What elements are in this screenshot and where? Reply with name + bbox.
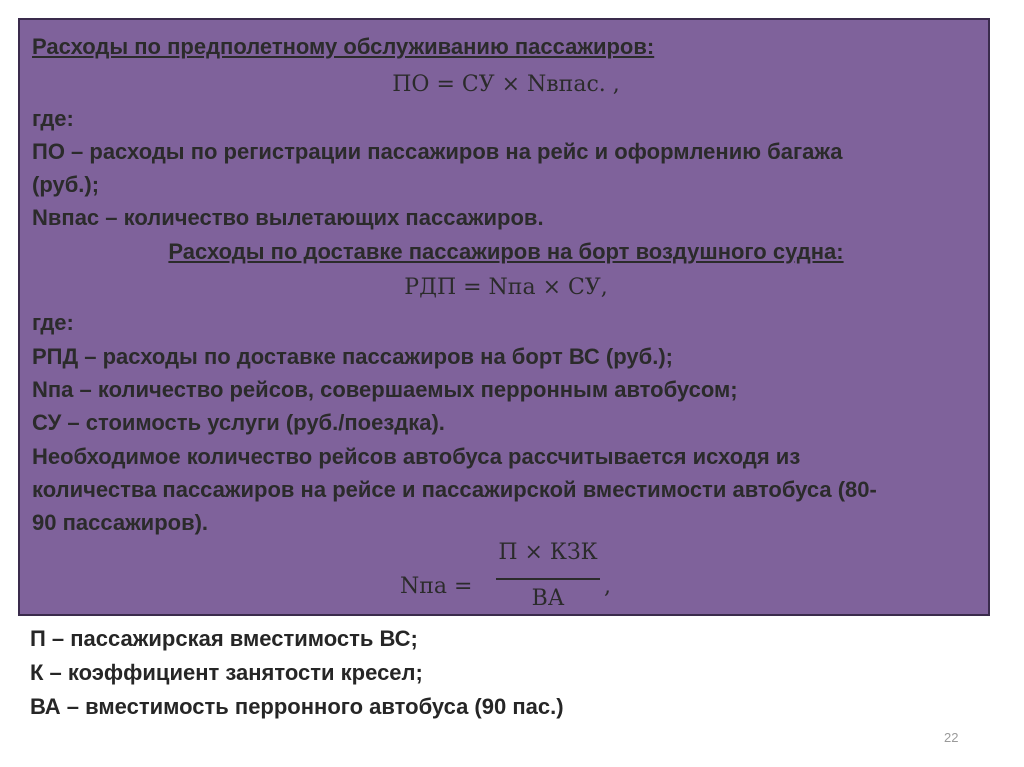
definition-npa: Nпа – количество рейсов, совершаемых перронным автобусом; [32, 377, 738, 402]
fraction-bar [496, 578, 600, 580]
formula-npa-lhs: Nпа = [400, 574, 473, 599]
page-number: 22 [944, 730, 959, 745]
paragraph-line-3: 90 пассажиров). [32, 510, 209, 535]
definition-su: СУ – стоимость услуги (руб./поездка). [32, 410, 445, 435]
paragraph-line-2: количества пассажиров на рейсе и пассажирской вместимости автобуса (80- [32, 477, 877, 502]
paragraph-line-1: Необходимое количество рейсов автобуса рассчитывается исходя из [32, 444, 801, 469]
definition-k: К – коэффициент занятости кресел; [30, 660, 423, 685]
heading-preflight-costs: Расходы по предполетному обслуживанию пассажиров: [32, 34, 655, 59]
formula-npa-trail: , [604, 574, 611, 599]
definition-po: ПО – расходы по регистрации пассажиров на рейс и оформлению багажа [32, 139, 843, 164]
definition-nvpas: Nвпас – количество вылетающих пассажиров. [32, 205, 544, 230]
heading-delivery-costs: Расходы по доставке пассажиров на борт воздушного судна: [168, 239, 844, 264]
definition-rpd: РПД – расходы по доставке пассажиров на борт ВС (руб.); [32, 344, 673, 369]
definition-p: П – пассажирская вместимость ВС; [30, 626, 418, 651]
definition-po-continued: (руб.); [32, 172, 100, 197]
formula-npa [20, 540, 992, 630]
definition-va: ВА – вместимость перронного автобуса (90 пас.) [30, 694, 564, 719]
formula-npa-numerator: П × КЗК [498, 540, 598, 565]
where-label-1: где: [32, 106, 74, 131]
formula-po: ПО = СУ × Nвпас. , [392, 72, 620, 97]
formula-npa-denominator: ВА [531, 586, 565, 611]
formula-rdp: РДП = Nпа × СУ, [404, 275, 608, 300]
where-label-2: где: [32, 310, 74, 335]
content-panel [18, 18, 990, 616]
